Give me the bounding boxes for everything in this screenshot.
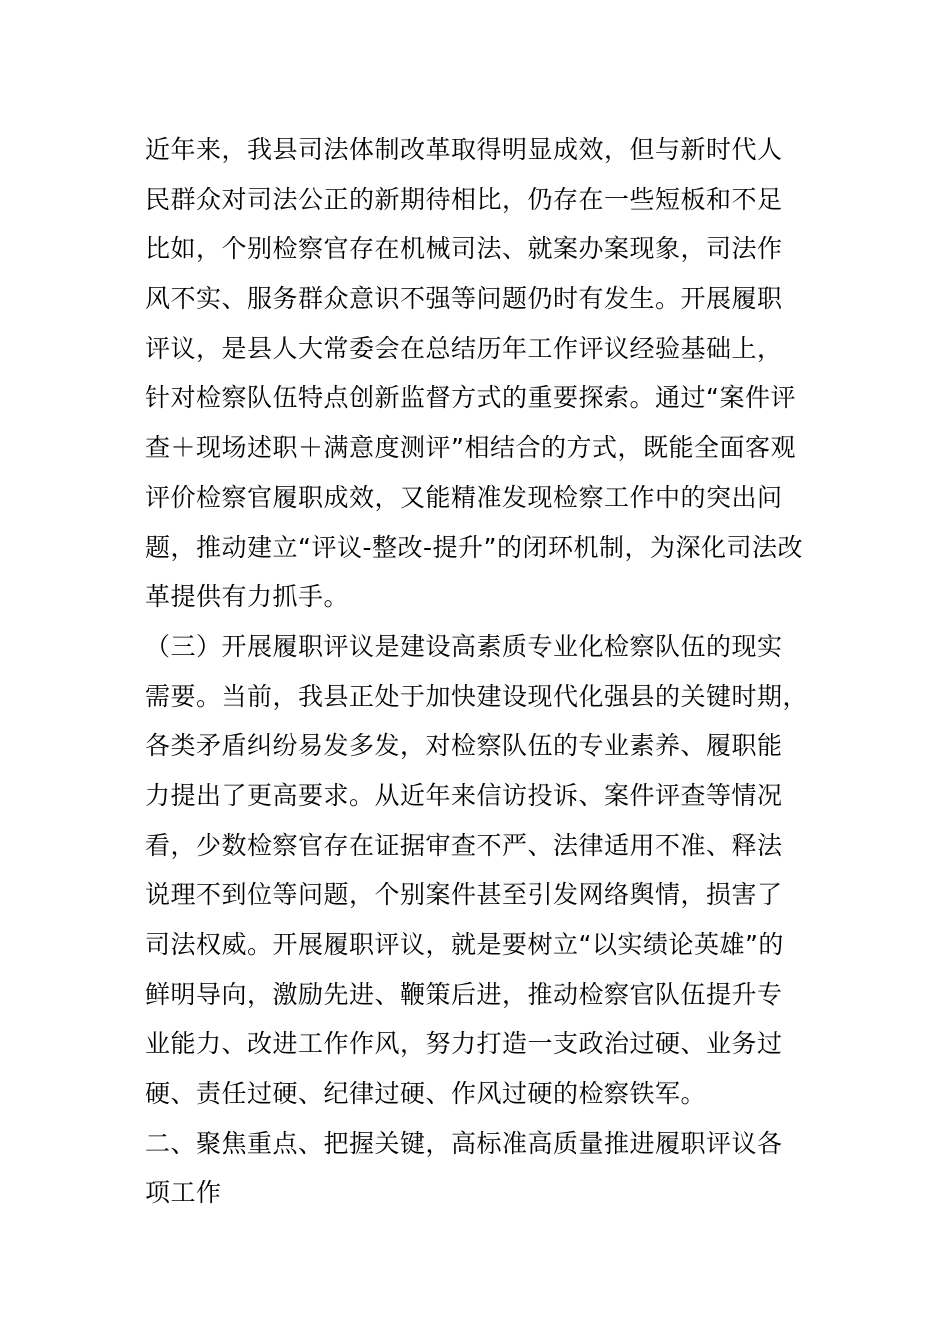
- text-line: 民群众对司法公正的新期待相比，仍存在一些短板和不足: [145, 184, 783, 214]
- text-line: 业能力、改进工作作风，努力打造一支政治过硬、业务过: [145, 1029, 783, 1059]
- text-line: 需要。当前，我县正处于加快建设现代化强县的关键时期，: [145, 681, 809, 711]
- text-line: 革提供有力抓手。: [145, 582, 350, 612]
- text-line: 风不实、服务群众意识不强等问题仍时有发生。开展履职: [145, 284, 783, 314]
- text-line: 近年来，我县司法体制改革取得明显成效，但与新时代人: [145, 135, 783, 164]
- text-line: 题，推动建立“评议-整改-提升”的闭环机制，为深化司法改: [145, 532, 803, 562]
- text-line: 鲜明导向，激励先进、鞭策后进，推动检察官队伍提升专: [145, 979, 783, 1009]
- section-heading-line: 项工作: [145, 1178, 222, 1208]
- text-line: 评议，是县人大常委会在总结历年工作评议经验基础上，: [145, 333, 783, 363]
- text-line: 说理不到位等问题，个别案件甚至引发网络舆情，损害了: [145, 880, 783, 910]
- text-line: 看，少数检察官存在证据审查不严、法律适用不准、释法: [145, 830, 783, 860]
- text-line: 司法权威。开展履职评议，就是要树立“以实绩论英雄”的: [145, 930, 784, 959]
- section-heading-line: 二、聚焦重点、把握关键，高标准高质量推进履职评议各: [145, 1128, 783, 1158]
- text-line: 针对检察队伍特点创新监督方式的重要探索。通过“案件评: [145, 383, 796, 413]
- text-line: 比如，个别检察官存在机械司法、就案办案现象，司法作: [145, 234, 783, 264]
- text-line: 各类矛盾纠纷易发多发，对检察队伍的专业素养、履职能: [145, 731, 783, 761]
- text-line: 查＋现场述职＋满意度测评”相结合的方式，既能全面客观: [145, 433, 796, 463]
- text-line: 评价检察官履职成效，又能精准发现检察工作中的突出问: [145, 482, 783, 512]
- section-heading-line: （三）开展履职评议是建设高素质专业化检察队伍的现实: [145, 631, 783, 661]
- text-line: 力提出了更高要求。从近年来信访投诉、案件评查等情况: [145, 780, 783, 810]
- text-line: 硬、责任过硬、纪律过硬、作风过硬的检察铁军。: [145, 1079, 707, 1109]
- body-text: [145, 125, 845, 1218]
